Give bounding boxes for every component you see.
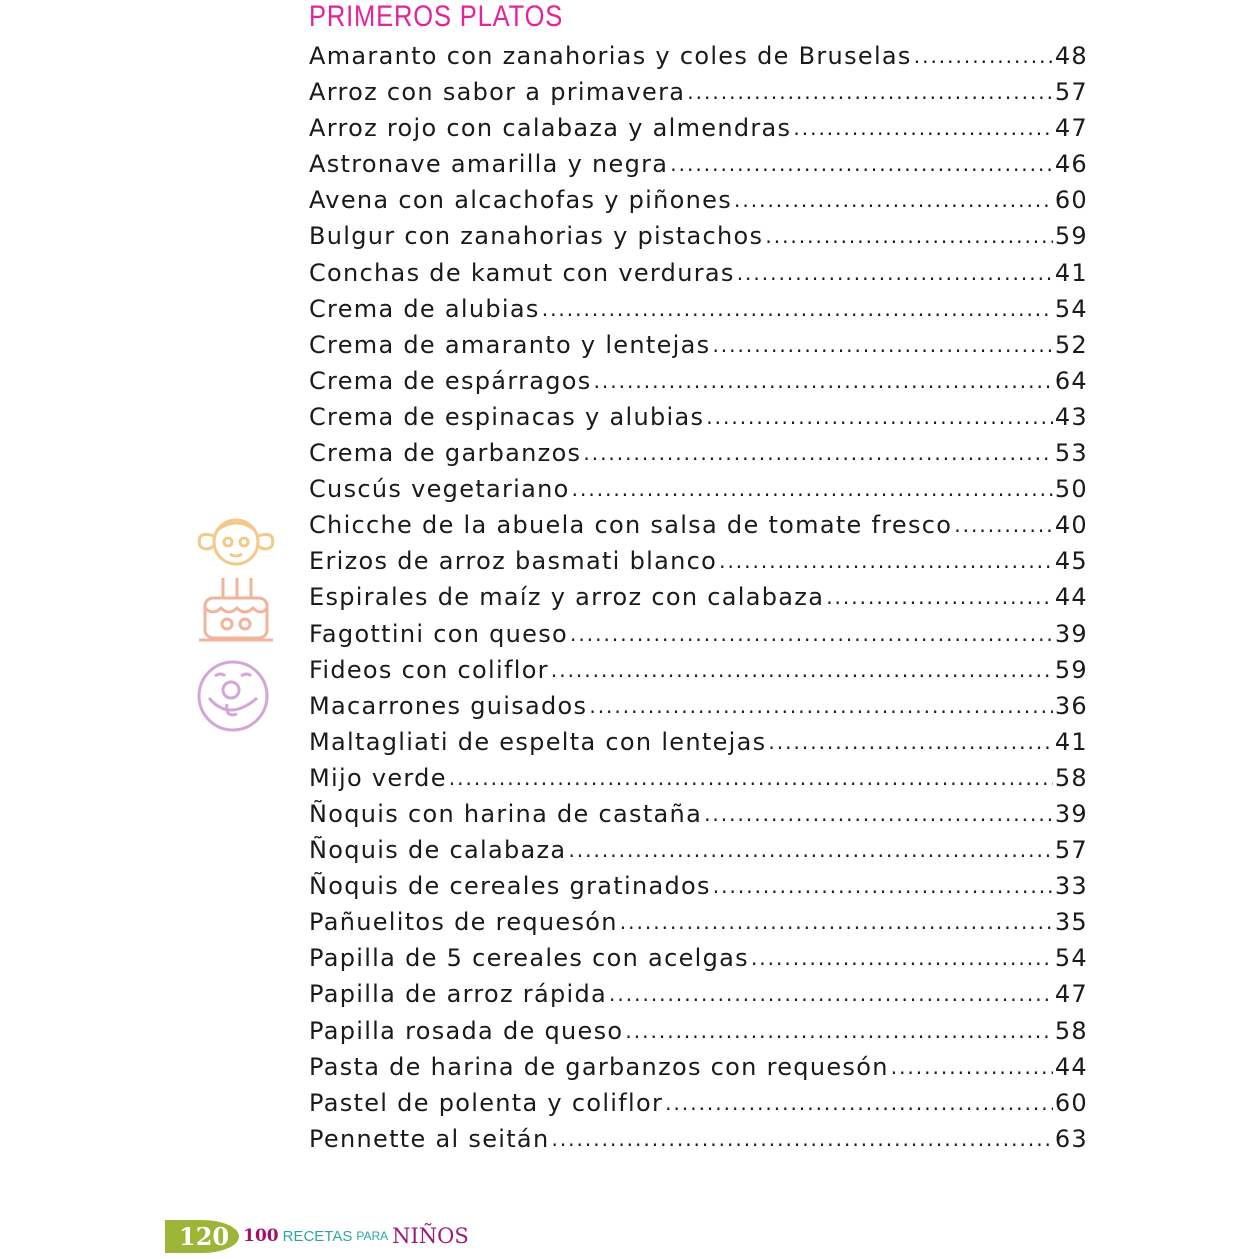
index-entry	[309, 182, 1088, 218]
index-entry	[309, 868, 1088, 904]
recipe-name: Crema de garbanzos	[309, 439, 582, 468]
page-ref: 48	[1054, 42, 1088, 70]
page-ref: 54	[1054, 944, 1088, 973]
index-entry	[309, 796, 1088, 832]
page-ref: 33	[1054, 872, 1088, 901]
page-ref: 52	[1054, 330, 1088, 359]
dot-leader	[620, 904, 1053, 940]
page-ref: 41	[1054, 258, 1088, 287]
index-entry	[309, 724, 1088, 760]
index-entry	[309, 940, 1088, 976]
index-entry	[309, 1013, 1088, 1049]
recipe-name: Papilla rosada de queso	[309, 1016, 624, 1045]
page-ref: 53	[1054, 439, 1088, 468]
recipe-name: Amaranto con zanahorias y coles de Bruselas	[309, 42, 912, 70]
recipe-name: Papilla de 5 cereales con acelgas	[309, 944, 749, 973]
index-entry	[309, 507, 1088, 543]
dot-leader	[449, 760, 1053, 796]
dot-leader	[609, 976, 1053, 1012]
recipe-name: Astronave amarilla y negra	[309, 150, 669, 179]
page-ref: 45	[1054, 547, 1088, 576]
page-ref: 44	[1054, 1052, 1088, 1081]
page-ref: 39	[1054, 799, 1088, 828]
recipe-name: Arroz rojo con calabaza y almendras	[309, 114, 792, 143]
index-entry	[309, 291, 1088, 327]
dot-leader	[793, 110, 1052, 146]
recipe-name: Pasta de harina de garbanzos con requesón	[309, 1052, 889, 1081]
page-ref: 40	[1054, 511, 1088, 540]
dot-leader	[914, 38, 1053, 74]
dot-leader	[713, 868, 1053, 904]
index-entry	[309, 976, 1088, 1012]
page-ref: 60	[1054, 1088, 1088, 1117]
dot-leader	[734, 182, 1053, 218]
recipe-name: Fagottini con queso	[309, 619, 569, 648]
page-ref: 44	[1054, 583, 1088, 612]
recipe-name: Chicche de la abuela con salsa de tomate fresco	[309, 511, 953, 540]
page-ref: 46	[1054, 150, 1088, 179]
dot-leader	[589, 688, 1053, 724]
brand-para: PARA	[356, 1229, 389, 1243]
index-entry	[309, 38, 1088, 74]
page-ref: 41	[1054, 727, 1088, 756]
recipe-name: Maltagliati de espelta con lentejas	[309, 727, 767, 756]
page-ref: 39	[1054, 619, 1088, 648]
dot-leader	[670, 146, 1053, 182]
recipe-name: Mijo verde	[309, 763, 447, 792]
page-ref: 59	[1054, 222, 1088, 251]
page-ref: 60	[1054, 186, 1088, 215]
recipe-name: Fideos con coliflor	[309, 655, 549, 684]
index-entry	[309, 327, 1088, 363]
page-ref: 57	[1054, 836, 1088, 865]
index-entry	[309, 616, 1088, 652]
dot-leader	[551, 1121, 1052, 1157]
dot-leader	[768, 724, 1052, 760]
recipe-name: Crema de espinacas y alubias	[309, 402, 705, 431]
page-ref: 43	[1054, 402, 1088, 431]
index-entry	[309, 218, 1088, 254]
page-ref: 58	[1054, 1016, 1088, 1045]
recipe-name: Ñoquis de cereales gratinados	[309, 872, 711, 901]
index-entry	[309, 471, 1088, 507]
dot-leader	[568, 832, 1052, 868]
dot-leader	[542, 291, 1053, 327]
index-entry	[309, 543, 1088, 579]
index-entry	[309, 399, 1088, 435]
index-entry	[309, 760, 1088, 796]
index-entry	[309, 904, 1088, 940]
index-entry	[309, 652, 1088, 688]
index-entry	[309, 1049, 1088, 1085]
recipe-name: Espirales de maíz y arroz con calabaza	[309, 583, 825, 612]
recipe-name: Avena con alcachofas y piñones	[309, 186, 733, 215]
recipe-name: Erizos de arroz basmati blanco	[309, 547, 718, 576]
index-entry	[309, 255, 1088, 291]
recipe-name: Crema de espárragos	[309, 366, 592, 395]
page-ref: 47	[1054, 980, 1088, 1009]
section-title: PRIMEROS PLATOS	[309, 0, 564, 33]
dot-leader	[751, 940, 1053, 976]
page-ref: 47	[1054, 114, 1088, 143]
recipe-name: Arroz con sabor a primavera	[309, 78, 686, 107]
page-ref: 54	[1054, 294, 1088, 323]
brand-recetas: RECETAS	[282, 1227, 353, 1245]
index-entry	[309, 110, 1088, 146]
dot-leader	[954, 507, 1053, 543]
dot-leader	[765, 218, 1053, 254]
page-footer	[165, 1216, 469, 1256]
dot-leader	[572, 471, 1053, 507]
recipe-name: Conchas de kamut con verduras	[309, 258, 735, 287]
dot-leader	[826, 579, 1053, 615]
recipe-name: Papilla de arroz rápida	[309, 980, 608, 1009]
index-entry	[309, 1085, 1088, 1121]
recipe-name: Ñoquis de calabaza	[309, 836, 567, 865]
index-entry	[309, 688, 1088, 724]
dot-leader	[625, 1013, 1052, 1049]
girl-face-icon	[195, 508, 277, 572]
recipe-name: Crema de alubias	[309, 294, 540, 323]
recipe-name: Crema de amaranto y lentejas	[309, 330, 711, 359]
page-ref: 35	[1054, 908, 1088, 937]
dot-leader	[665, 1085, 1053, 1121]
brand-number: 100	[243, 1226, 279, 1246]
page-ref: 58	[1054, 763, 1088, 792]
dot-leader	[706, 399, 1053, 435]
page-ref: 50	[1054, 475, 1088, 504]
index-entry	[309, 363, 1088, 399]
index-entry	[309, 579, 1088, 615]
dot-leader	[891, 1049, 1053, 1085]
smiley-tongue-icon	[195, 658, 277, 738]
dot-leader	[704, 796, 1053, 832]
recipe-index-list	[309, 38, 1088, 1157]
index-entry	[309, 832, 1088, 868]
dot-leader	[737, 255, 1053, 291]
dot-leader	[719, 543, 1053, 579]
page-ref: 63	[1054, 1124, 1088, 1153]
recipe-name: Cuscús vegetariano	[309, 475, 570, 504]
page-number: 120	[165, 1220, 239, 1253]
brand-ninos: NIÑOS	[392, 1224, 469, 1248]
recipe-name: Pennette al seitán	[309, 1124, 550, 1153]
index-entry	[309, 146, 1088, 182]
dot-leader	[551, 652, 1053, 688]
dot-leader	[712, 327, 1052, 363]
page-ref: 36	[1054, 691, 1088, 720]
index-entry	[309, 74, 1088, 110]
page-ref: 59	[1054, 655, 1088, 684]
birthday-cake-icon	[195, 574, 277, 650]
recipe-name: Pastel de polenta y coliflor	[309, 1088, 664, 1117]
dot-leader	[570, 616, 1053, 652]
page-ref: 64	[1054, 366, 1088, 395]
page-ref: 57	[1054, 78, 1088, 107]
index-entry	[309, 1121, 1088, 1157]
recipe-name: Macarrones guisados	[309, 691, 588, 720]
dot-leader	[583, 435, 1053, 471]
recipe-name: Bulgur con zanahorias y pistachos	[309, 222, 764, 251]
index-entry	[309, 435, 1088, 471]
dot-leader	[594, 363, 1053, 399]
recipe-name: Pañuelitos de requesón	[309, 908, 618, 937]
dot-leader	[687, 74, 1053, 110]
recipe-name: Ñoquis con harina de castaña	[309, 799, 703, 828]
